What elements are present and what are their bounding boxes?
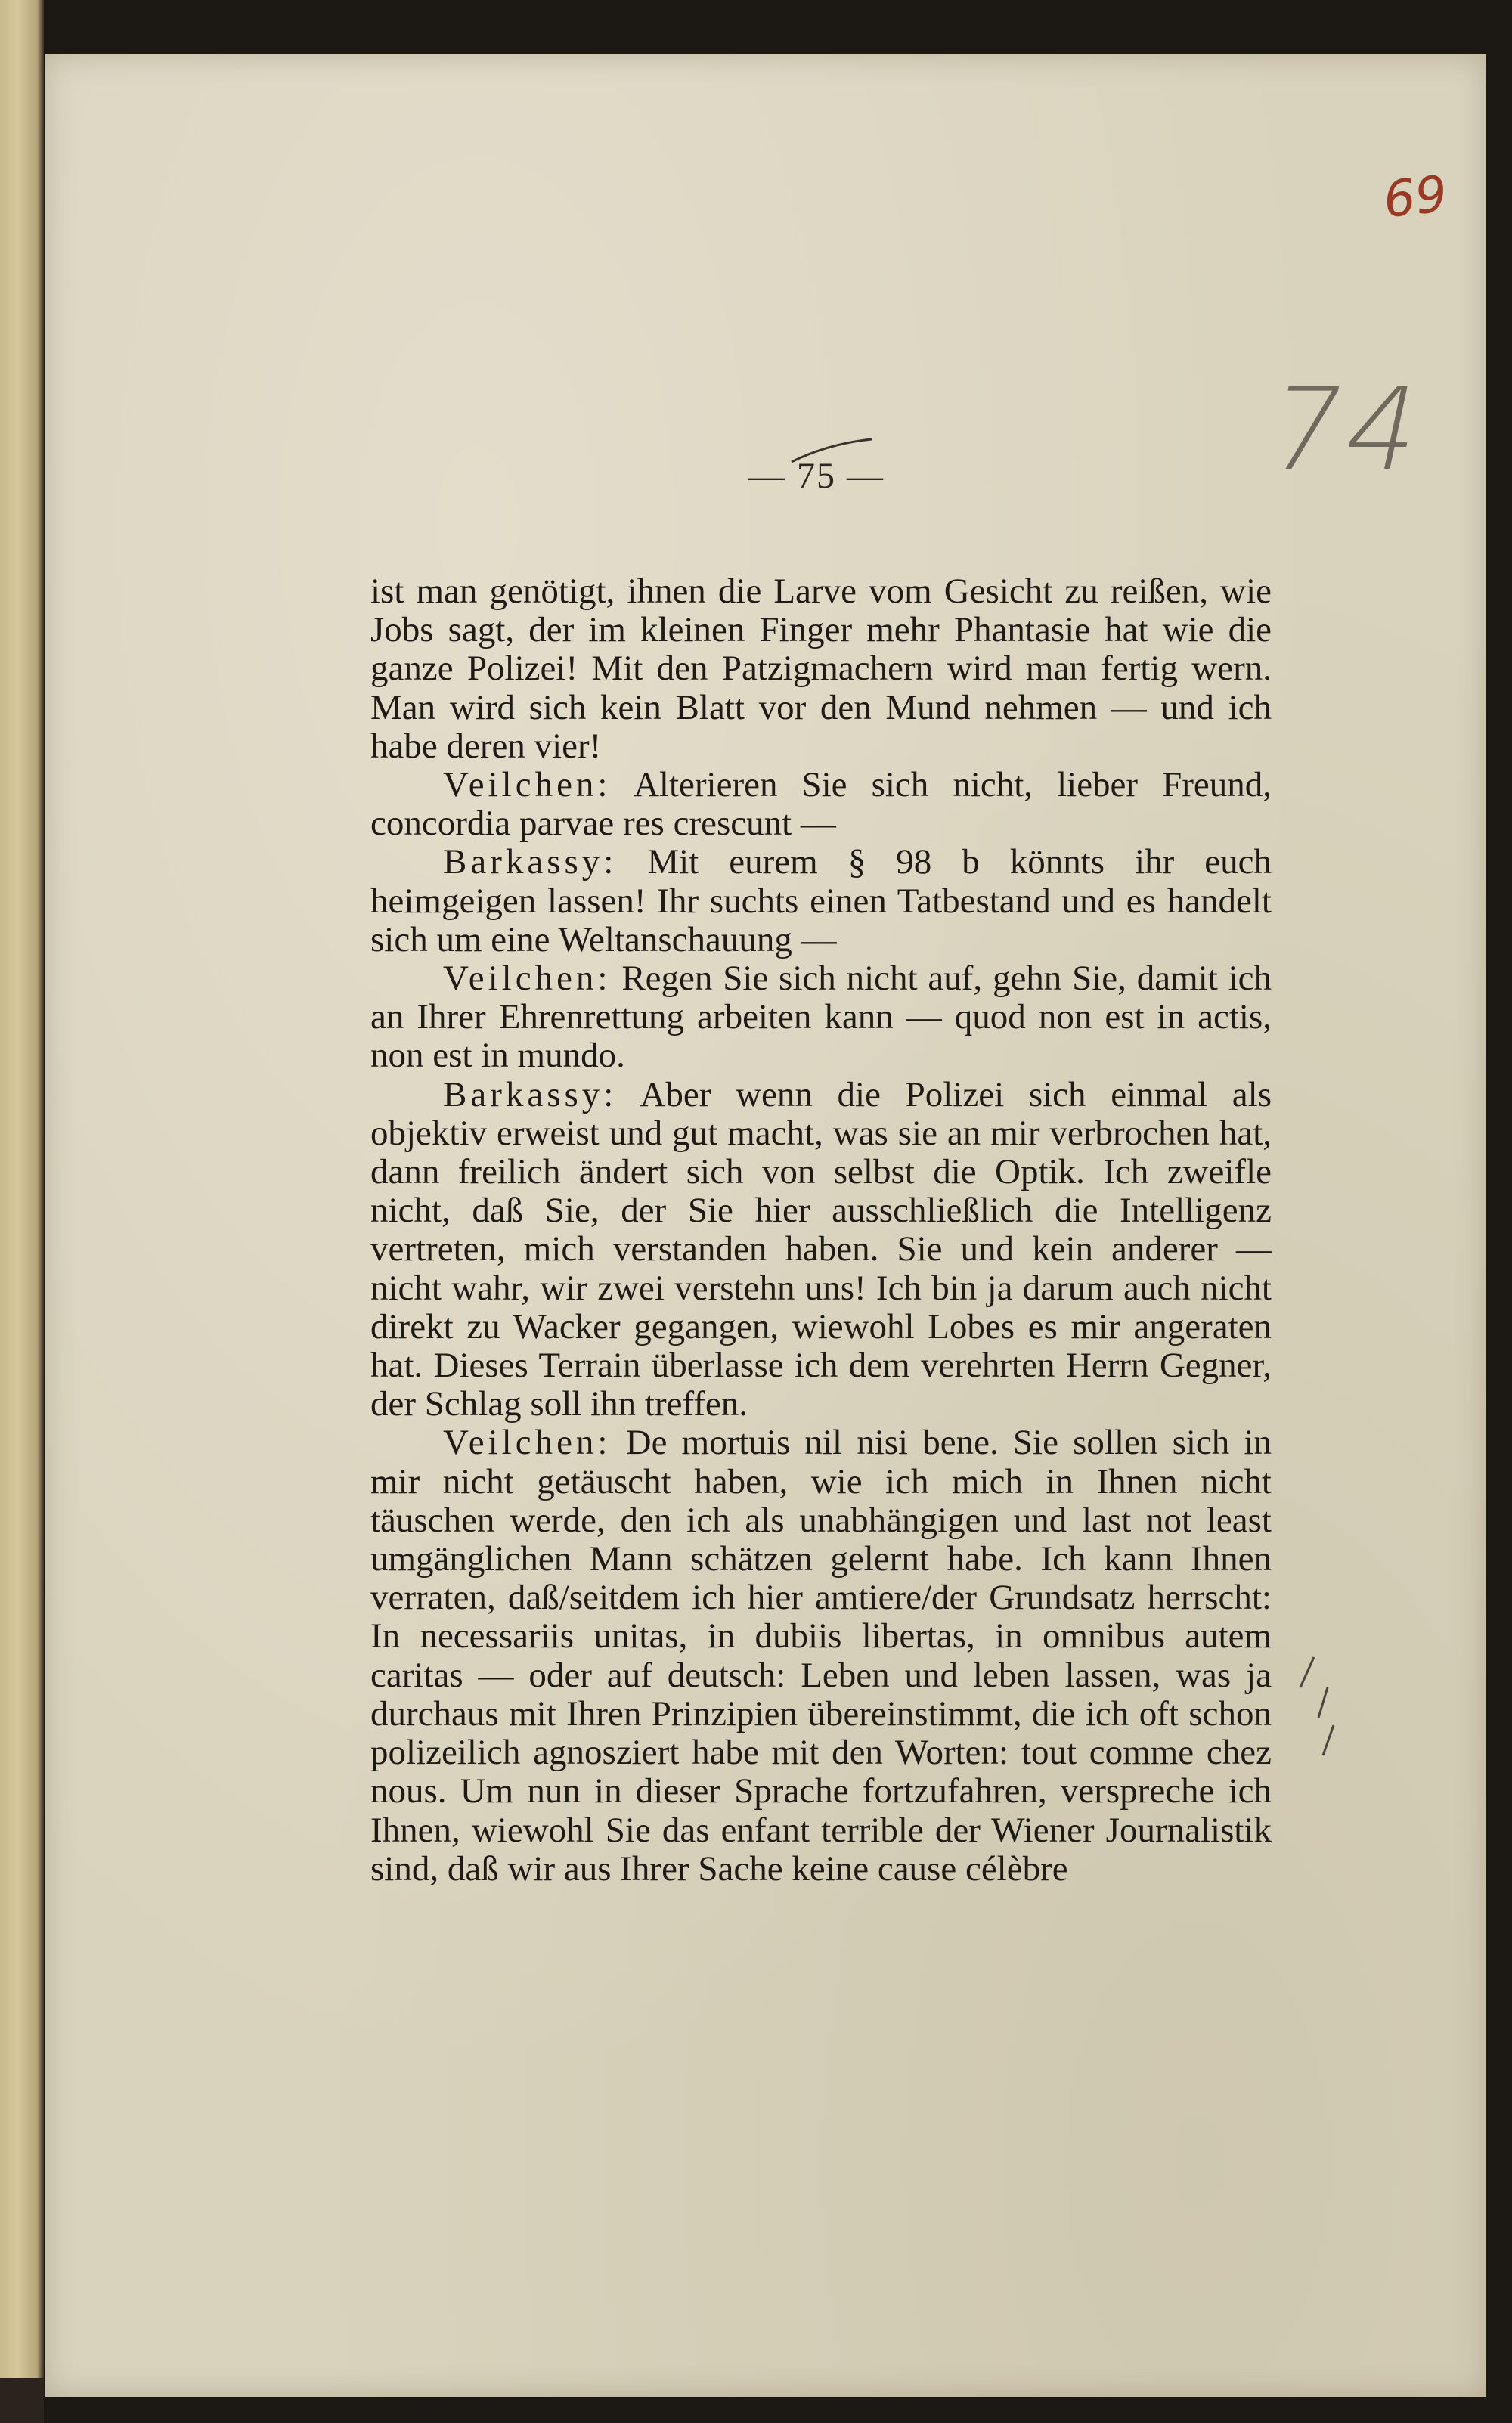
book-spine-edge xyxy=(0,0,44,2423)
paragraph-text: Alterieren Sie sich nicht, lieber Freund, concordia parvae res crescunt — xyxy=(370,765,1272,844)
speaker-name: Veilchen: xyxy=(443,765,612,805)
running-head-right-dash: — xyxy=(847,456,885,496)
running-head-left-dash: — xyxy=(748,456,786,496)
paragraph-text: ist man genötigt, ihnen die Larve vom Gesicht zu reißen, wie Jobs sagt, der im kleinen Finger mehr Phantasie hat wie die ganze Polizei! Mit den Patzigmachern wird man fertig wern. Man wird sich kein Blatt vor den Mund nehmen — und ich habe deren vier! xyxy=(370,572,1272,766)
speaker-name: Barkassy: xyxy=(443,1074,618,1114)
speaker-name: Veilchen: xyxy=(443,959,612,999)
paragraph-text: Mit eurem § 98 b könnts ihr euch heimgeigen lassen! Ihr suchts einen Tatbestand und es handelt sich um eine Weltanschauung — xyxy=(370,842,1272,959)
body-text xyxy=(370,572,1272,1889)
folio-number: 69 xyxy=(1380,164,1450,230)
pencil-page-number: 74 xyxy=(1256,364,1438,496)
paragraph-text: De mortuis nil nisi bene. Sie sollen sich in mir nicht getäuscht haben, wie ich mich in Ihnen nicht täuschen werde, den ich als unabhängigen und last not least umgänglichen Mann schätzen gelernt habe. Ich kann Ihnen verraten, daß/seitdem ich hier amtiere/der Grundsatz herrscht: In necessariis unitas, in dubiis libertas, in omnibus autem caritas — oder auf deutsch: Leben und leben lassen, was ja durchaus mit Ihren Prinzipien übereinstimmt, die ich oft schon polizeilich agnosziert habe mit den Worten: tout comme chez nous. Um nun in dieser Sprache fortzufahren, verspreche ich Ihnen, wiewohl Sie das enfant terrible der Wiener Journalistik sind, daß wir aus Ihrer Sache keine cause célèbre xyxy=(370,1423,1272,1889)
dialogue-paragraph xyxy=(370,1424,1272,1888)
speaker-name: Barkassy: xyxy=(443,842,618,882)
dialogue-paragraph xyxy=(370,959,1272,1076)
paragraph xyxy=(370,572,1272,766)
running-head xyxy=(703,455,930,497)
scan-corner xyxy=(0,2378,44,2423)
dialogue-paragraph xyxy=(370,1076,1272,1424)
book-page xyxy=(45,54,1486,2397)
dialogue-paragraph xyxy=(370,843,1272,959)
page-number: 75 xyxy=(797,456,836,496)
dialogue-paragraph xyxy=(370,766,1272,843)
speaker-name: Veilchen: xyxy=(443,1423,612,1463)
paragraph-text: Aber wenn die Polizei sich einmal als objektiv erweist und gut macht, was sie an mir verbrochen hat, dann freilich ändert sich von selbst die Optik. Ich zweifle nicht, daß Sie, der Sie hier ausschließlich die Intelligenz vertreten, mich verstanden haben. Sie und kein anderer — nicht wahr, wir zwei verstehn uns! Ich bin ja darum auch nicht direkt zu Wacker gegangen, wiewohl Lobes es mir angeraten hat. Dieses Terrain überlasse ich dem verehrten Herrn Gegner, der Schlag soll ihn treffen. xyxy=(370,1074,1272,1424)
margin-pencil-marks xyxy=(1293,1642,1368,1793)
paragraph-text: Regen Sie sich nicht auf, gehn Sie, damit ich an Ihrer Ehrenrettung arbeiten kann — quod non est in actis, non est in mundo. xyxy=(370,959,1272,1076)
